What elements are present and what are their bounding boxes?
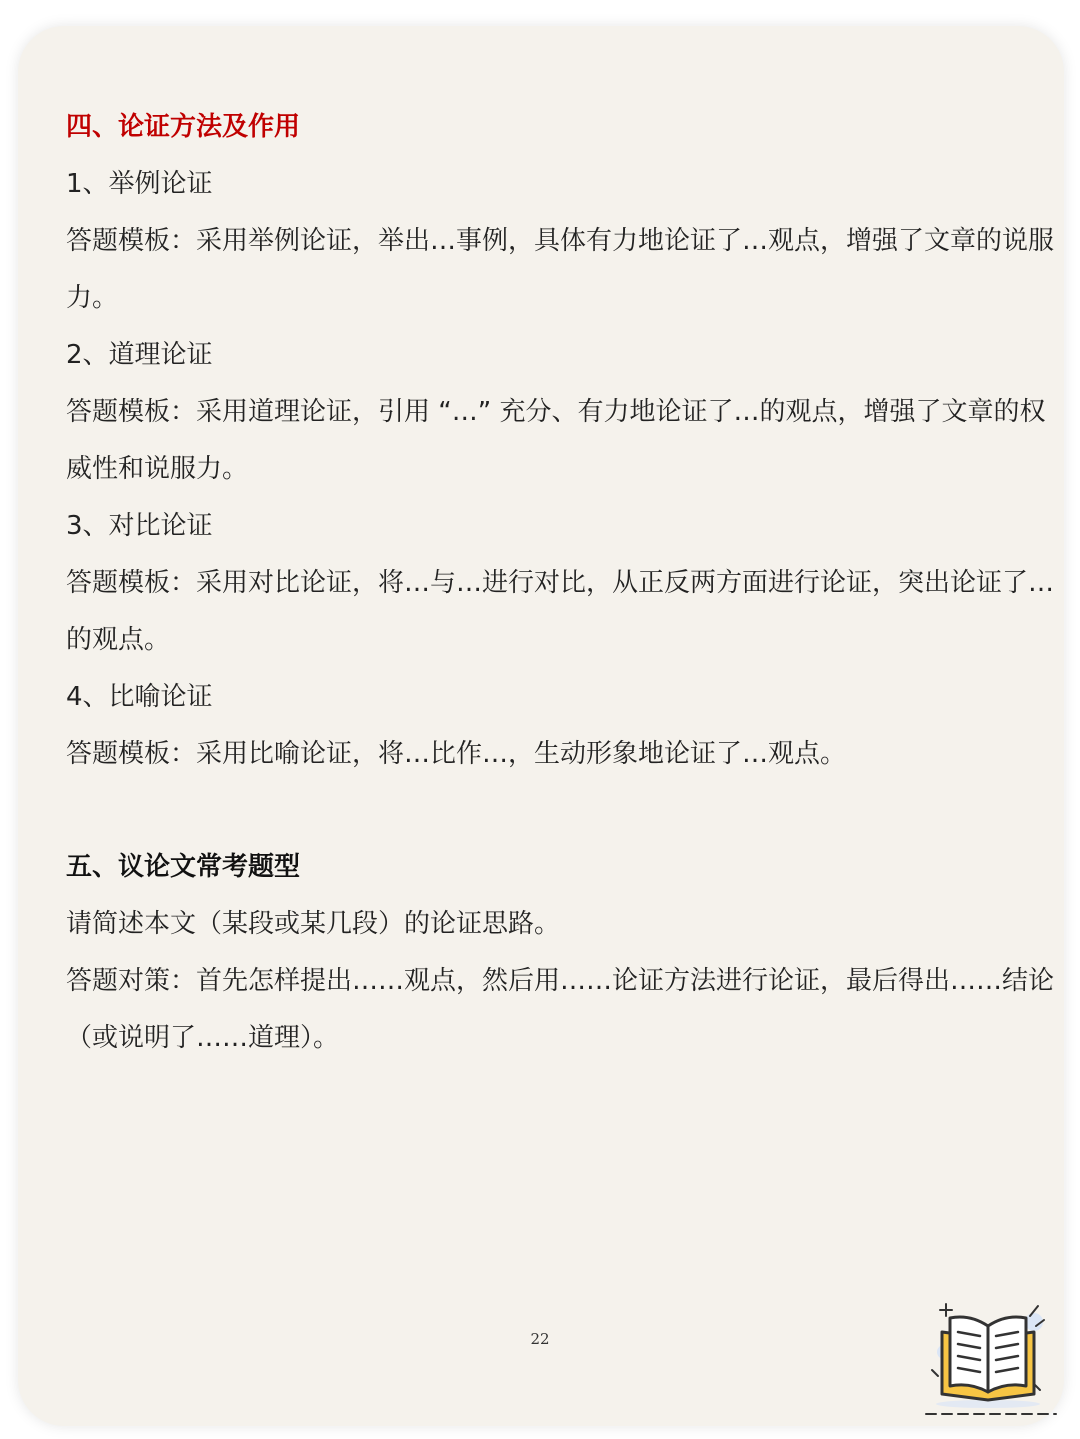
answer-template-line: 答题模板：采用对比论证，将…与…进行对比，从正反两方面进行论证，突出论证了… (66, 568, 1055, 598)
section-spacer (66, 783, 1026, 839)
answer-template-line: 力。 (66, 283, 119, 313)
item-title-reasoning-argument: 2、道理论证 (66, 340, 213, 370)
answer-template-line: 的观点。 (66, 625, 171, 655)
answer-strategy-line: 答题对策：首先怎样提出……观点，然后用……论证方法进行论证，最后得出……结论 (66, 966, 1055, 996)
item-title-example-argument: 1、举例论证 (66, 169, 213, 199)
answer-template-line: 答题模板：采用举例论证，举出…事例，具体有力地论证了…观点，增强了文章的说服 (66, 226, 1055, 256)
section-heading-question-types: 五、议论文常考题型 (66, 852, 301, 882)
item-title-contrast-argument: 3、对比论证 (66, 511, 213, 541)
section-heading-argument-methods: 四、论证方法及作用 (66, 112, 301, 142)
answer-strategy-line: （或说明了……道理）。 (66, 1023, 340, 1053)
open-book-icon (922, 1296, 1062, 1424)
question-text: 请简述本文（某段或某几段）的论证思路。 (66, 909, 561, 939)
answer-template-line: 威性和说服力。 (66, 454, 249, 484)
document-page (18, 26, 1064, 1426)
answer-template-line: 答题模板：采用道理论证，引用 “…” 充分、有力地论证了…的观点，增强了文章的权 (66, 397, 1046, 427)
page-number: 22 (530, 1330, 550, 1348)
answer-template-line: 答题模板：采用比喻论证，将…比作…，生动形象地论证了…观点。 (66, 739, 847, 769)
item-title-metaphor-argument: 4、比喻论证 (66, 682, 213, 712)
page-content (66, 99, 1055, 1067)
